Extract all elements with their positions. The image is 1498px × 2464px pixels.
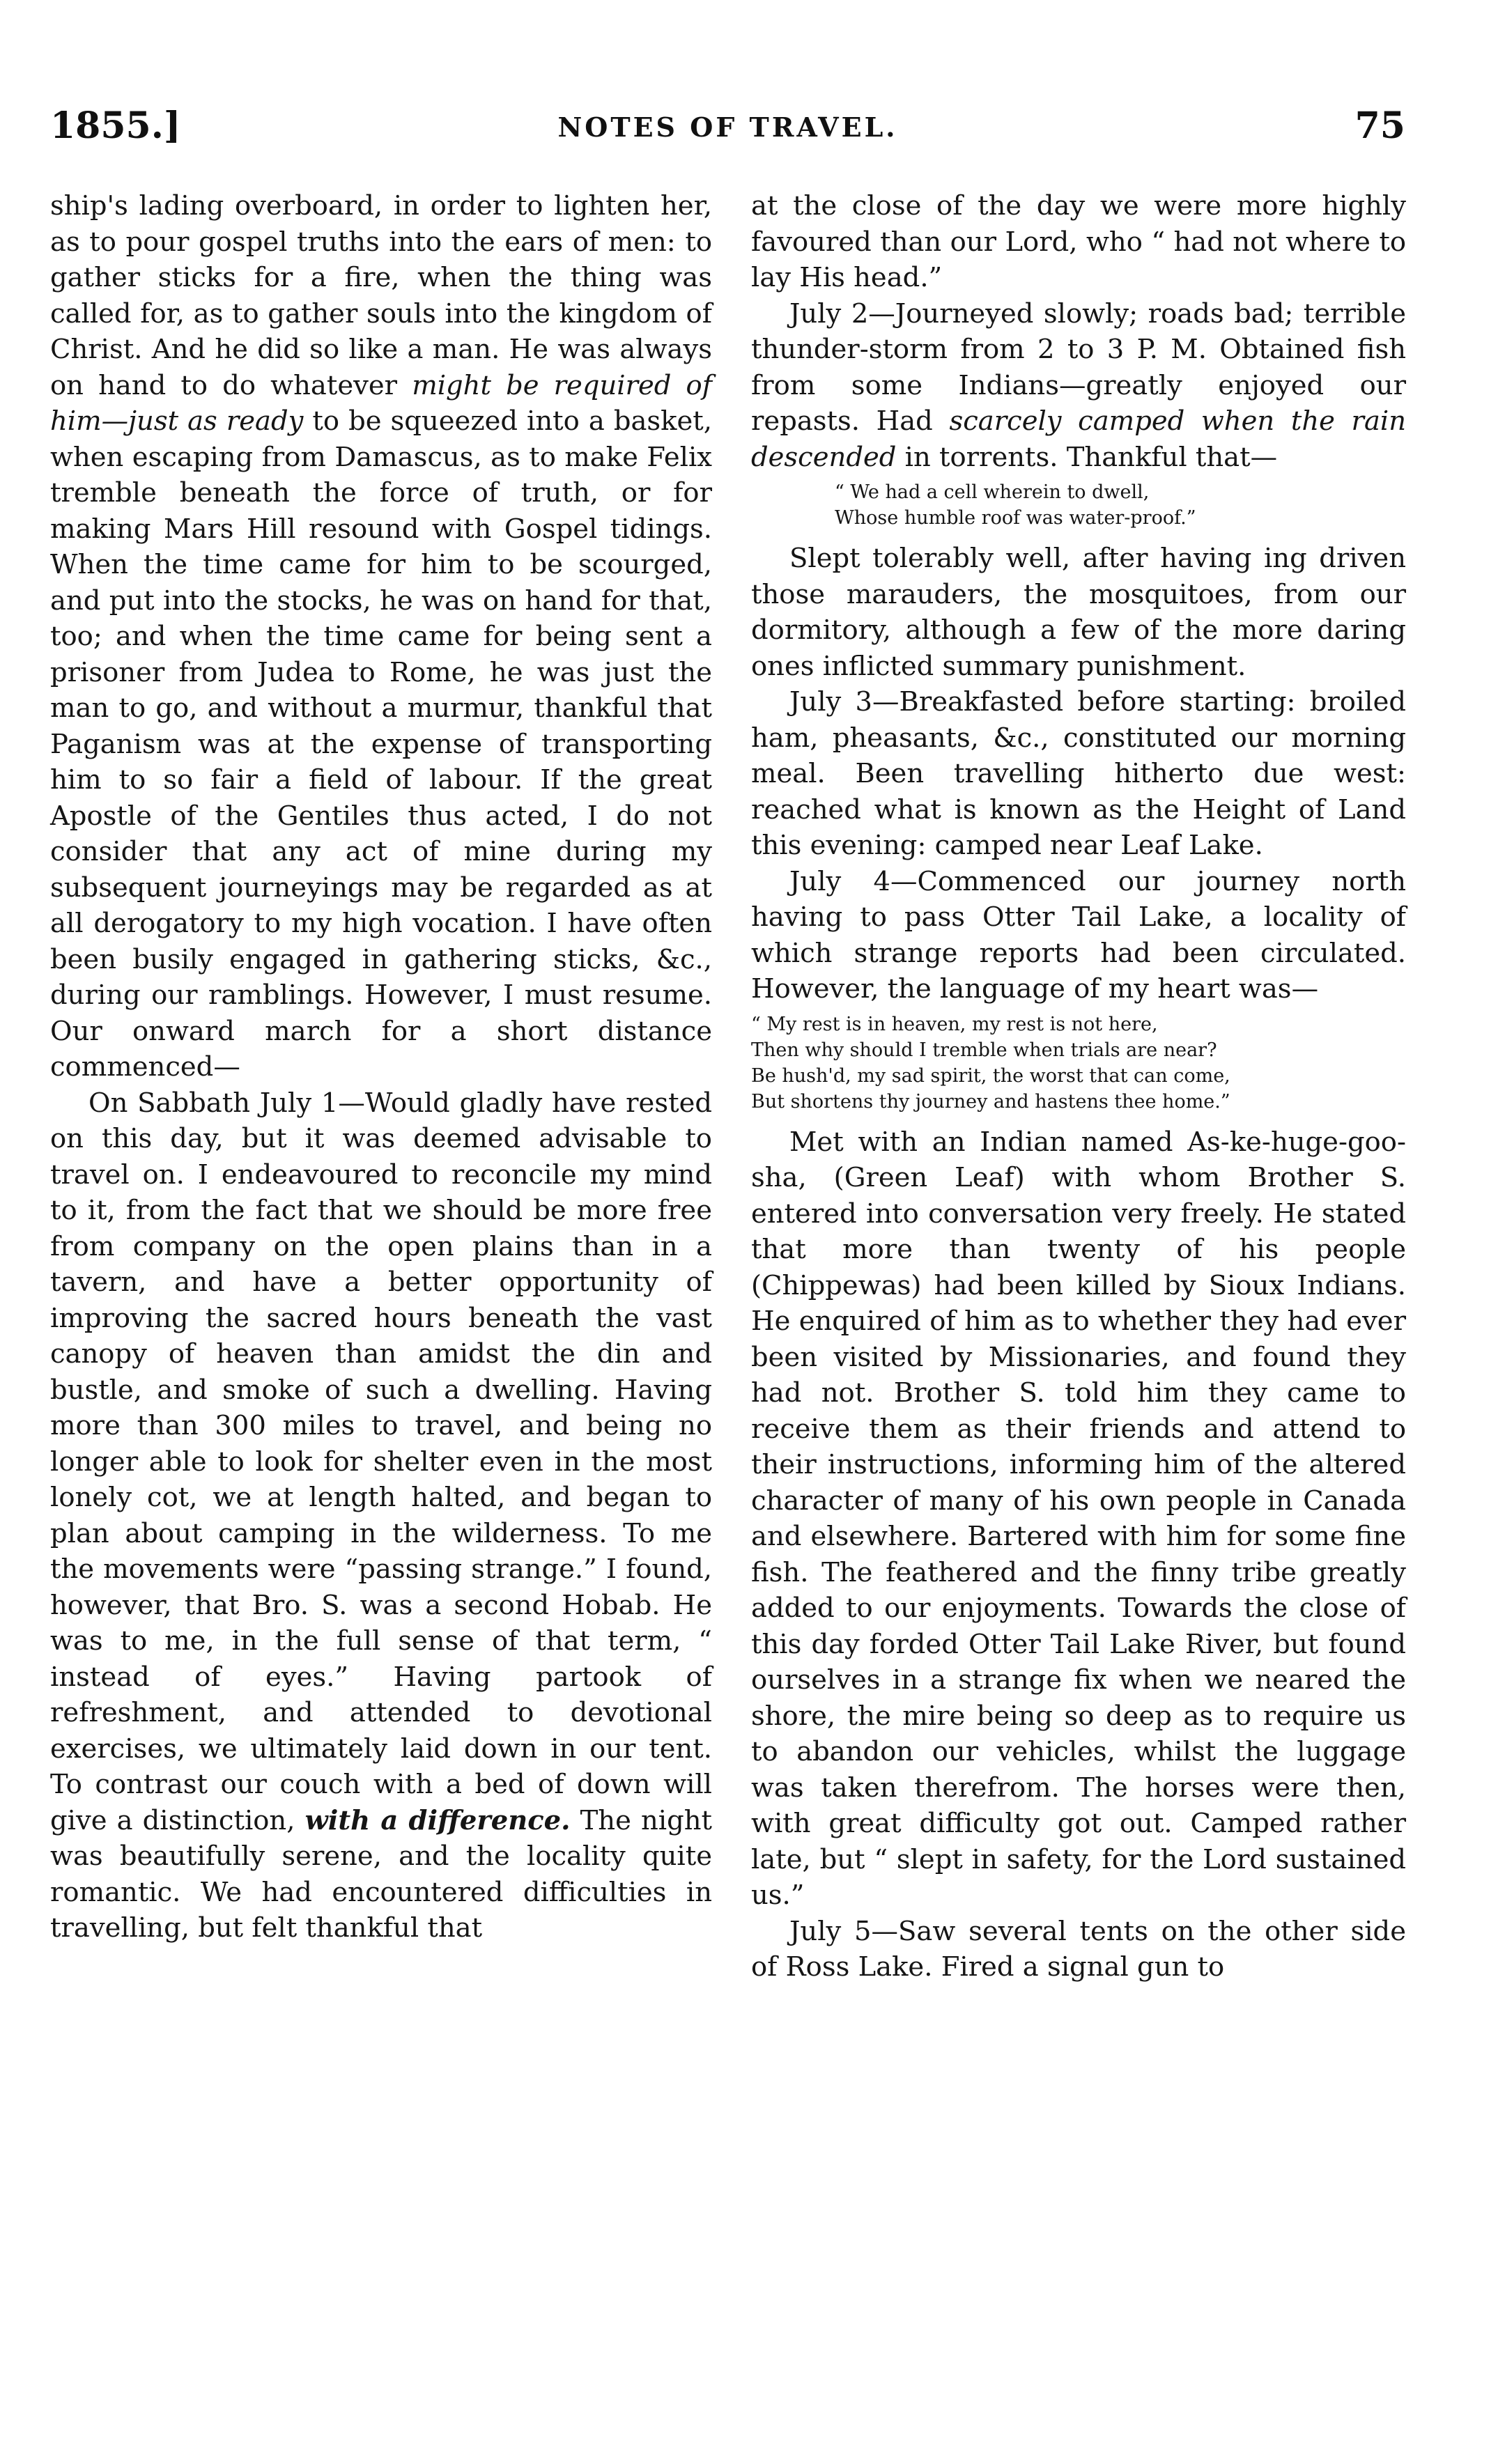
italic-run: with a difference.: [304, 1804, 571, 1836]
right-paragraph-6: Met with an Indian named As-ke-huge-goo-sha, (Green Leaf) with whom Brother S. entered into conversation very freely. He stated that more than twenty of his people (Chippewas) had been killed by Sioux Indians. He enquired of him as to whether they had ever been visited by Missionaries, and found they had not. Brother S. told him they came to receive them as their friends and attend to their instructions, informing him of the altered character of many of his own people in Canada and elsewhere. Bartered with him for some fine fish. The feathered and the finny tribe greatly added to our enjoyments. Towards the close of this day forded Otter Tail Lake River, but found ourselves in a strange fix when we neared the shore, the mire being so deep as to require us to abandon our vehicles, whilst the luggage was taken therefrom. The horses were then, with great difficulty got out. Camped rather late, but “ slept in safety, for the Lord sustained us.”: [751, 1126, 1406, 1911]
page-number: 75: [1354, 104, 1405, 147]
verse-line: Then why should I tremble when trials are near?: [751, 1039, 1217, 1061]
left-paragraph-2: [50, 1085, 712, 1946]
verse-quote-2: [751, 1012, 1406, 1115]
verse-line: “ We had a cell wherein to dwell,: [835, 481, 1150, 503]
text-run: ship's lading overboard, in order to lighten her, as to pour gospel truths into the ears of men: to gather sticks for a fire, when the thing was called for, as to gather souls into the kingdom of Christ. And he did so like a man. He was always on hand to do whatever: [50, 190, 712, 401]
right-paragraph-3: Slept tolerably well, after having ing driven those marauders, the mosquitoes, from our dormitory, although a few of the more daring ones inflicted summary punishment.: [751, 543, 1406, 682]
right-column: [751, 188, 1406, 1985]
verse-line: But shortens thy journey and hastens thee home.”: [751, 1090, 1230, 1113]
text-run: On Sabbath July 1—Would gladly have rested on this day, but it was deemed advisable to travel on. I endeavoured to reconcile my mind to it, from the fact that we should be more free from company on the open plains than in a tavern, and have a better opportunity of improving the sacred hours beneath the vast canopy of heaven than amidst the din and bustle, and smoke of such a dwelling. Having more than 300 miles to travel, and being no longer able to look for shelter even in the most lonely cot, we at length halted, and began to plan about camping in the wilderness. To me the movements were “passing strange.” I found, however, that Bro. S. was a second Hobab. He was to me, in the full sense of that term, “ instead of eyes.” Having partook of refreshment, and attended to devotional exercises, we ultimately laid down in our tent. To contrast our couch with a bed of down will give a distinction,: [50, 1087, 712, 1836]
right-paragraph-1: at the close of the day we were more highly favoured than our Lord, who “ had not where to lay His head.”: [751, 190, 1406, 293]
right-paragraph-4: July 3—Breakfasted before starting: broiled ham, pheasants, &c., constituted our morning meal. Been travelling hitherto due west: reached what is known as the Height of Land this evening: camped near Leaf Lake.: [751, 686, 1406, 861]
verse-line: “ My rest is in heaven, my rest is not here,: [751, 1013, 1158, 1035]
verse-line: Whose humble roof was water-proof.”: [835, 507, 1196, 529]
text-run: The night was beautifully serene, and the locality quite romantic. We had encountered difficulties in travelling, but felt thankful that: [50, 1804, 712, 1944]
verse-line: Be hush'd, my sad spirit, the worst that can come,: [751, 1064, 1230, 1087]
right-paragraph-7: July 5—Saw several tents on the other side of Ross Lake. Fired a signal gun to: [751, 1915, 1406, 1983]
verse-quote-1: [751, 479, 1406, 531]
italic-run: scarcely camped when the rain descended: [751, 405, 1406, 473]
text-run: to be squeezed into a basket, when escaping from Damascus, as to make Felix tremble beneath the force of truth, or for making Mars Hill resound with Gospel tidings. When the time came for him to be scourged, and put into the stocks, he was on hand for that, too; and when the time came for being sent a prisoner from Judea to Rome, he was just the man to go, and without a murmur, thankful that Paganism was at the expense of transporting him to so fair a field of labour. If the great Apostle of the Gentiles thus acted, I do not consider that any act of mine during my subsequent journeyings may be regarded as at all derogatory to my high vocation. I have often been busily engaged in gathering sticks, &c., during our ramblings. However, I must resume. Our onward march for a short distance commenced—: [50, 405, 712, 1083]
right-paragraph-2: [751, 296, 1406, 476]
right-paragraph-5: July 4—Commenced our journey north having to pass Otter Tail Lake, a locality of which strange reports had been circulated. However, the language of my heart was—: [751, 865, 1406, 1005]
text-run: in torrents. Thankful that—: [896, 441, 1278, 473]
text-run: July 2—Journeyed slowly; roads bad; terrible thunder-storm from 2 to 3 P. M. Obtained fish from some Indians—greatly enjoyed our repasts. Had: [751, 297, 1406, 437]
left-paragraph-1: [50, 188, 712, 1085]
italic-run: might be required of him—just as ready: [50, 369, 712, 437]
page-header: [50, 104, 1405, 160]
running-title: NOTES OF TRAVEL.: [557, 111, 898, 143]
left-column: [50, 188, 712, 1946]
header-year: 1855.]: [50, 104, 181, 147]
